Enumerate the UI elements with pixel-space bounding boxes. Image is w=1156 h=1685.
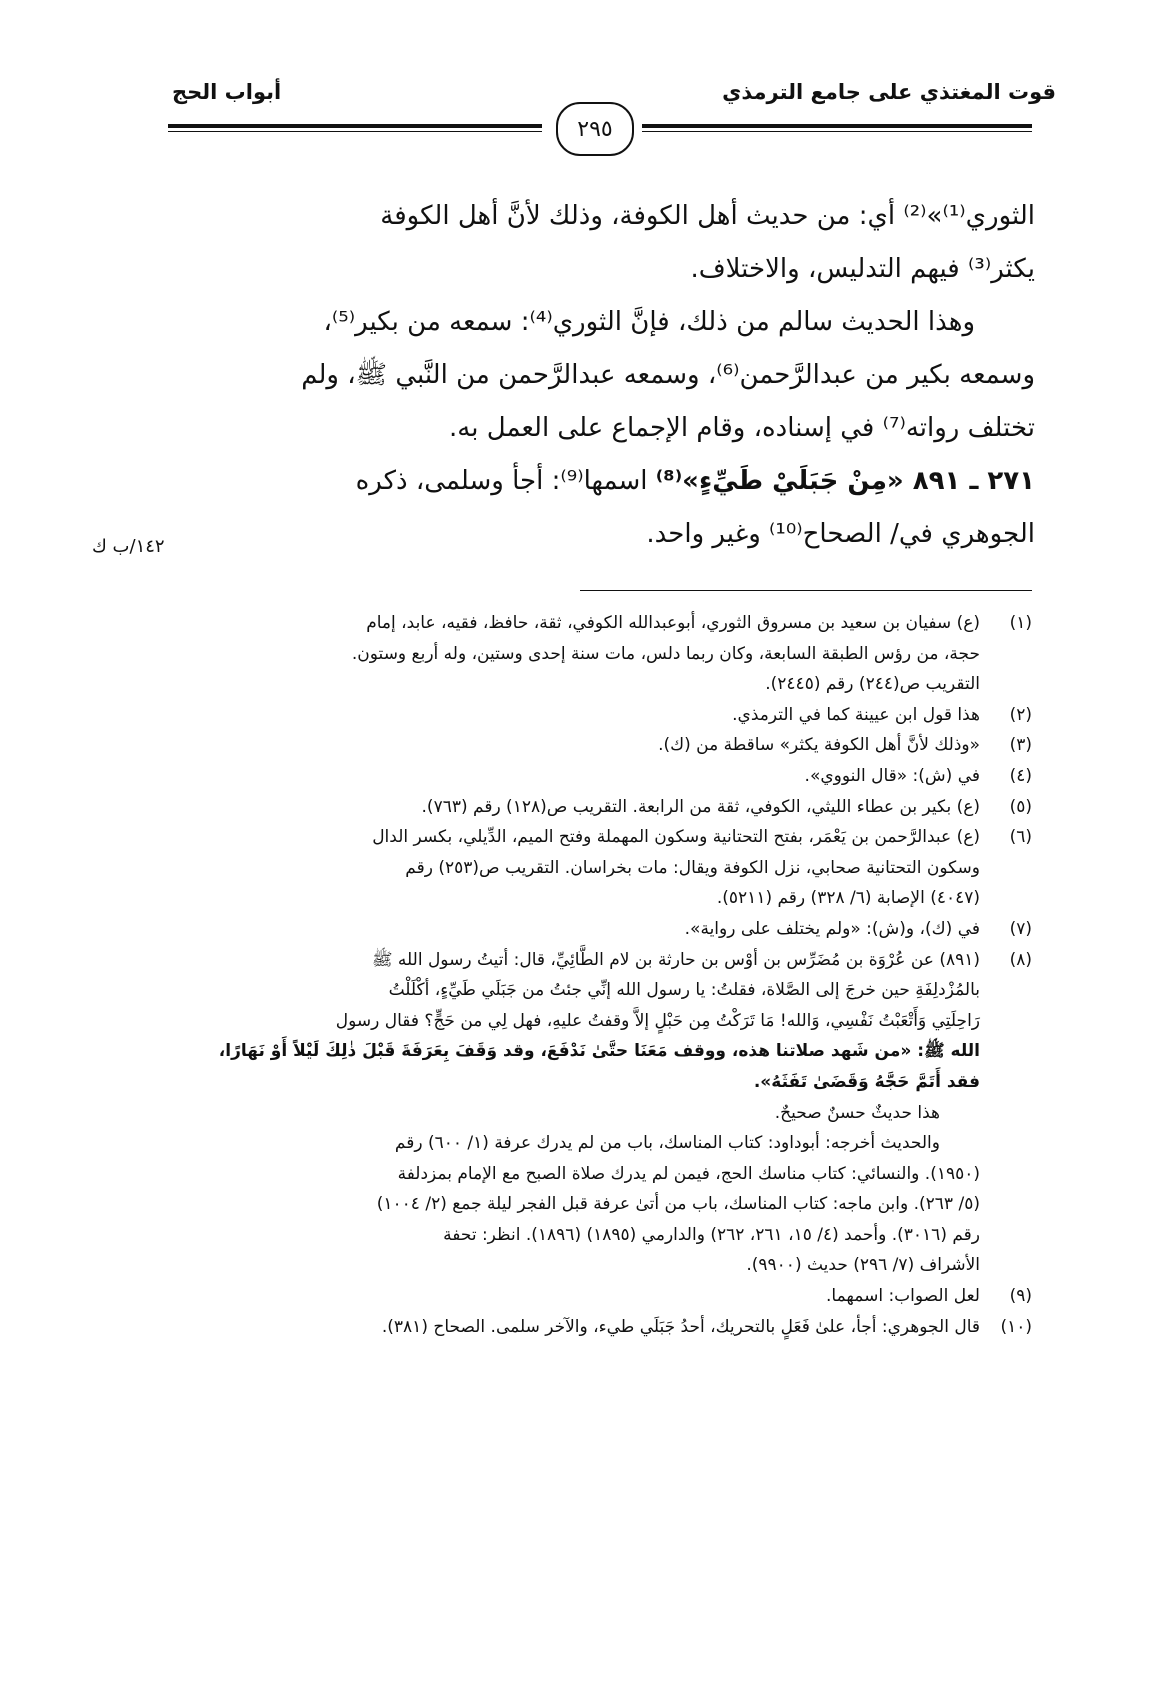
main-text xyxy=(195,190,1035,561)
text-fragment: اسمها⁽⁹⁾: أجأ وسلمى، ذكره xyxy=(355,466,648,496)
footnote-number: (١) xyxy=(1009,613,1032,633)
footnote-line: حجة، من رؤس الطبقة السابعة، وكان ربما دلس، مات سنة إحدى وستين، وله أربع وستون. xyxy=(351,643,980,664)
header-rule-left-thin xyxy=(168,131,542,132)
footnote-number: (٩) xyxy=(1009,1286,1032,1307)
footnote-line: الأشراف (٧/ ٢٩٦) حديث (٩٩٠٠). xyxy=(746,1255,980,1276)
footnote-4 xyxy=(190,761,1032,792)
footnote-line: التقريب ص(٢٤٤) رقم (٢٤٤٥). xyxy=(765,674,980,695)
footnote-number: (٣) xyxy=(1009,735,1032,756)
footnote-line: الله ﷺ: «من شَهد صلاتنا هذه، ووقف مَعَنَا حتَّىٰ نَدْفَعَ، وقد وَقَفَ بِعَرَفَةَ قَبْلَ ذٰلِكَ لَيْلاً أَوْ نَهَارًا، xyxy=(218,1041,980,1062)
footnote-3 xyxy=(190,730,1032,761)
footnote-line: رَاحِلَتِي وَأَتْعَبْتُ نَفْسِي، وَالله! مَا تَرَكْتُ مِن حَبْلٍ إلاَّ وقفتُ عليهِ، فهل لِي من حَجٍّ؟ فقال رسول xyxy=(335,1010,980,1031)
footnote-line: هذا حديثٌ حسنٌ صحيحٌ. xyxy=(774,1102,940,1123)
footnote-line: (٥/ ٢٦٣). وابن ماجه: كتاب المناسك، باب من أتىٰ عرفة قبل الفجر ليلة جمع (٢/ ١٠٠٤) xyxy=(376,1194,980,1215)
footnote-line: (٨٩١) عن عُرْوَة بن مُضَرِّس بن أوْس بن حارثة بن لام الطَّائِيِّ، قال: أتيتُ رسول الله ﷺ xyxy=(371,949,980,970)
footnote-10 xyxy=(190,1312,1032,1343)
text-line: وهذا الحديث سالم من ذلك، فإنَّ الثوري⁽⁴⁾: سمعه من بكير⁽⁵⁾، xyxy=(323,307,975,337)
footnote-5 xyxy=(190,792,1032,823)
margin-note: ١٤٢/ب ك xyxy=(92,536,165,557)
footnote-line: «وذلك لأنَّ أهل الكوفة يكثر» ساقطة من (ك). xyxy=(658,735,980,756)
footnote-number: (٧) xyxy=(1009,918,1032,939)
footnote-number: (٤) xyxy=(1009,765,1032,786)
footnote-separator xyxy=(580,590,1032,591)
footnote-number: (٥) xyxy=(1009,796,1032,817)
footnote-line: في (ك)، و(ش): «ولم يختلف على رواية». xyxy=(684,918,980,939)
header-rule-right xyxy=(642,124,1032,128)
footnote-line: (١٩٥٠). والنسائي: كتاب مناسك الحج، فيمن لم يدرك صلاة الصبح مع الإمام بمزدلفة xyxy=(397,1163,980,1184)
hadith-reference: ٢٧١ ـ ٨٩١ «مِنْ جَبَلَيْ طَيِّءٍ»⁽⁸⁾ xyxy=(655,466,1035,496)
page-number: ٢٩٥ xyxy=(556,102,634,156)
footnote-9 xyxy=(190,1281,1032,1312)
text-line: وسمعه بكير من عبدالرَّحمن⁽⁶⁾، وسمعه عبدالرَّحمن من النَّبي ﷺ، ولم xyxy=(301,360,1035,390)
header-rule-left xyxy=(168,124,542,128)
header-rule-right-thin xyxy=(642,131,1032,132)
footnote-line: رقم (٣٠١٦). وأحمد (٤/ ١٥، ٢٦١، ٢٦٢) والدارمي (١٨٩٥) (١٨٩٦). انظر: تحفة xyxy=(443,1224,980,1245)
text-line: الثوري⁽¹⁾»⁽²⁾ أي: من حديث أهل الكوفة، وذلك لأنَّ أهل الكوفة xyxy=(380,201,1035,231)
footnote-line: هذا قول ابن عيينة كما في الترمذي. xyxy=(732,704,980,725)
footnote-line: (ع) عبدالرَّحمن بن يَعْمَر، بفتح التحتانية وسكون المهملة وفتح الميم، الدِّيلي، بكسر الدال xyxy=(372,827,980,848)
footnote-line: (ع) بكير بن عطاء الليثي، الكوفي، ثقة من الرابعة. التقريب ص(١٢٨) رقم (٧٦٣). xyxy=(421,796,980,817)
running-title: قوت المغتذي على جامع الترمذي xyxy=(722,80,1056,104)
footnote-8-continuation xyxy=(190,1128,1032,1281)
running-chapter: أبواب الحج xyxy=(172,80,282,104)
footnote-line: وسكون التحتانية صحابي، نزل الكوفة ويقال: مات بخراسان. التقريب ص(٢٥٣) رقم xyxy=(405,857,980,878)
footnote-7 xyxy=(190,914,1032,945)
footnote-line: (ع) سفيان بن سعيد بن مسروق الثوري، أبوعبدالله الكوفي، ثقة، حافظ، فقيه، عابد، إمام xyxy=(366,613,980,633)
text-line xyxy=(195,455,1035,508)
text-line: تختلف رواته⁽⁷⁾ في إسناده، وقام الإجماع على العمل به. xyxy=(449,413,1035,443)
footnotes xyxy=(190,608,1032,1342)
footnote-line: في (ش): «قال النووي». xyxy=(804,765,980,786)
footnote-line: (٤٠٤٧) الإصابة (٦/ ٣٢٨) رقم (٥٢١١). xyxy=(716,888,980,909)
footnote-number: (١٠) xyxy=(1000,1316,1032,1337)
text-line: يكثر⁽³⁾ فيهم التدليس، والاختلاف. xyxy=(690,254,1035,284)
text-line: الجوهري في/ الصحاح⁽¹⁰⁾ وغير واحد. xyxy=(646,519,1035,549)
footnote-line: بالمُزْدلِفَةِ حين خرجَ إلى الصَّلاة، فقلتُ: يا رسول الله إنِّي جئتُ من جَبَلَي طَيِّءٍ، أكْلَلْتُ xyxy=(388,980,980,1001)
footnote-number: (٢) xyxy=(1009,704,1032,725)
footnote-line: والحديث أخرجه: أبوداود: كتاب المناسك، باب من لم يدرك عرفة (١/ ٦٠٠) رقم xyxy=(394,1133,940,1154)
footnote-number: (٨) xyxy=(1009,949,1032,970)
footnote-6 xyxy=(190,822,1032,914)
footnote-line: قال الجوهري: أجأ، علىٰ فَعَلٍ بالتحريك، أحدُ جَبَلَي طيء، والآخر سلمى. الصحاح (٣٨١). xyxy=(381,1316,980,1337)
footnote-8 xyxy=(190,945,1032,1129)
footnote-2 xyxy=(190,700,1032,731)
footnote-line: فقد أَتَمَّ حَجَّهُ وَقَضَىٰ تَفَثَهُ». xyxy=(753,1071,980,1092)
footnote-1 xyxy=(190,608,1032,700)
footnote-number: (٦) xyxy=(1009,827,1032,848)
footnote-line: لعل الصواب: اسمهما. xyxy=(826,1286,980,1307)
